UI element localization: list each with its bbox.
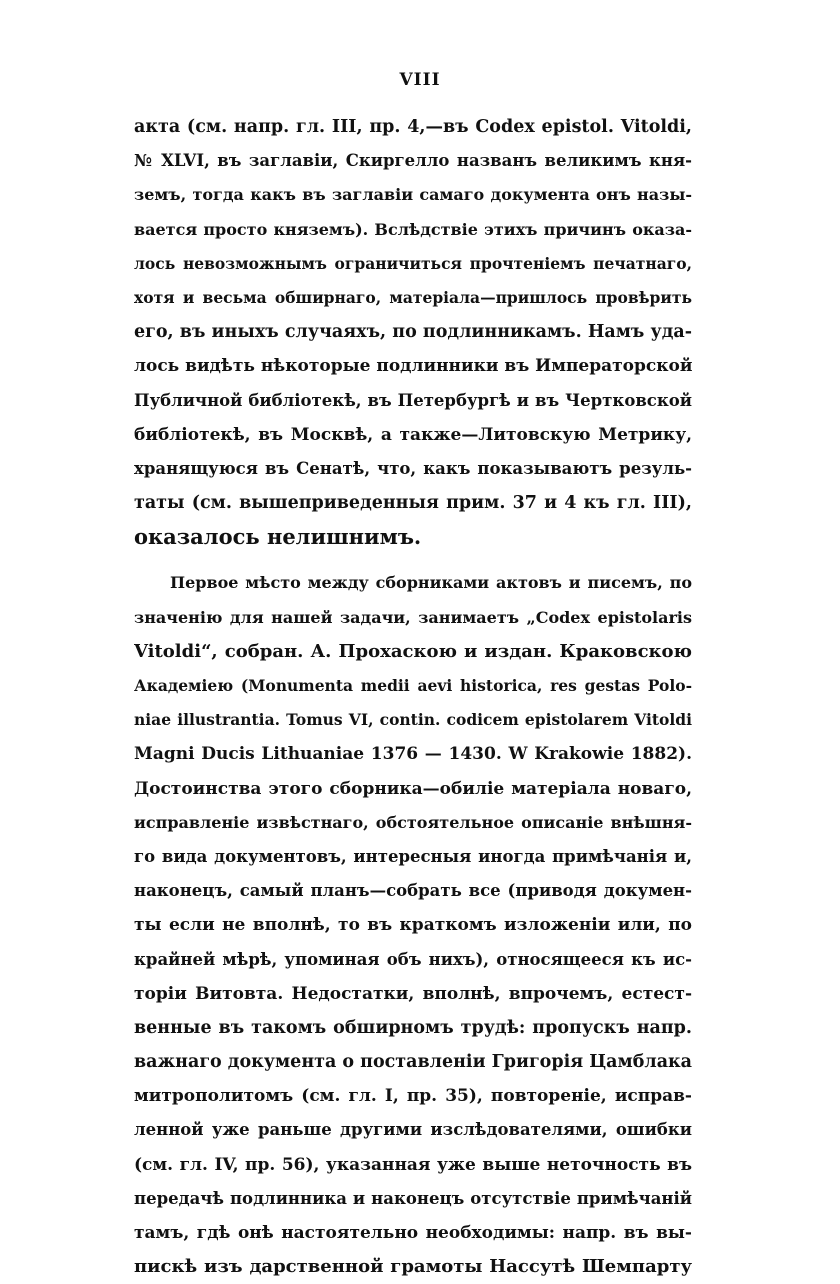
text-line: венные въ такомъ обширномъ трудѣ: пропускъ напр. bbox=[134, 1017, 692, 1038]
text-line: передачѣ подлинника и наконецъ отсутствіе примѣчаній bbox=[134, 1188, 692, 1208]
text-line: акта (см. напр. гл. III, пр. 4,—въ Codex epistol. Vitoldi, bbox=[134, 117, 692, 137]
text-line: таты (см. вышеприведенныя прим. 37 и 4 къ гл. III), bbox=[134, 493, 692, 514]
text-line: лось невозможнымъ ограничиться прочтеніемъ печатнаго, bbox=[134, 253, 692, 273]
paragraph-gap bbox=[134, 554, 692, 566]
text-line: наконецъ, самый планъ—собрать все (приводя докумен- bbox=[134, 881, 692, 901]
text-line: Академіею (Monumenta medii aevi historica, res gestas Polo- bbox=[134, 676, 692, 695]
text-line: земъ, тогда какъ въ заглавіи самаго документа онъ назы- bbox=[134, 185, 692, 205]
text-line: важнаго документа о поставленіи Григорія Цамблака bbox=[134, 1052, 692, 1073]
text-line: митрополитомъ (см. гл. I, пр. 35), повтореніе, исправ- bbox=[134, 1086, 692, 1107]
text-line: тамъ, гдѣ онѣ настоятельно необходимы: напр. въ вы- bbox=[134, 1223, 692, 1243]
text-line: оказалось нелишнимъ. bbox=[134, 524, 422, 550]
text-line: крайней мѣрѣ, упоминая объ нихъ), относящееся къ ис- bbox=[134, 949, 692, 969]
text-line: го вида документовъ, интересныя иногда примѣчанія и, bbox=[134, 846, 692, 866]
text-line: вается просто княземъ). Вслѣдствіе этихъ причинъ оказа- bbox=[134, 219, 692, 239]
text-line: Первое мѣсто между сборниками актовъ и писемъ, по bbox=[170, 573, 692, 593]
text-line: Публичной библіотекѣ, въ Петербургѣ и въ Чертковской bbox=[134, 390, 692, 410]
text-line: хранящуюся въ Сенатѣ, что, какъ показываютъ резуль- bbox=[134, 458, 692, 478]
text-line: № XLVI, въ заглавіи, Скиргелло названъ великимъ кня- bbox=[134, 151, 692, 171]
body-text bbox=[134, 110, 692, 1284]
text-line: ты если не вполнѣ, то въ краткомъ изложеніи или, по bbox=[134, 915, 692, 936]
text-line: пискѣ изъ дарственной грамоты Нассутѣ Шемпарту bbox=[134, 1256, 692, 1278]
text-line: Достоинства этого сборника—обиліе матеріала новаго, bbox=[134, 778, 692, 799]
page-number: VIII bbox=[399, 70, 441, 90]
text-line: Vitoldi“, собран. А. Прохаскою и издан. Краковскою bbox=[134, 640, 692, 662]
text-line: значенію для нашей задачи, занимаетъ „Codex epistolaris bbox=[134, 607, 692, 627]
paragraph-1 bbox=[134, 110, 692, 554]
text-line: лось видѣть нѣкоторые подлинники въ Императорской bbox=[134, 356, 692, 377]
text-line: его, въ иныхъ случаяхъ, по подлинникамъ. Намъ уда- bbox=[134, 322, 692, 343]
text-line: исправленіе извѣстнаго, обстоятельное описаніе внѣшня- bbox=[134, 812, 692, 832]
text-line: торіи Витовта. Недостатки, вполнѣ, впрочемъ, естест- bbox=[134, 983, 692, 1004]
text-line: (см. гл. IV, пр. 56), указанная уже выше неточность въ bbox=[134, 1154, 692, 1175]
text-line: библіотекѣ, въ Москвѣ, а также—Литовскую Метрику, bbox=[134, 424, 692, 445]
text-line: ленной уже раньше другими изслѣдователями, ошибки bbox=[134, 1120, 692, 1140]
text-line: Magni Ducis Lithuaniae 1376 — 1430. W Krakowie 1882). bbox=[134, 744, 692, 765]
paragraph-2 bbox=[134, 566, 692, 1284]
text-line: niae illustrantia. Tomus VI, contin. codicem epistolarem Vitoldi bbox=[134, 710, 692, 730]
text-line: хотя и весьма обширнаго, матеріала—пришлось провѣрить bbox=[134, 287, 692, 307]
